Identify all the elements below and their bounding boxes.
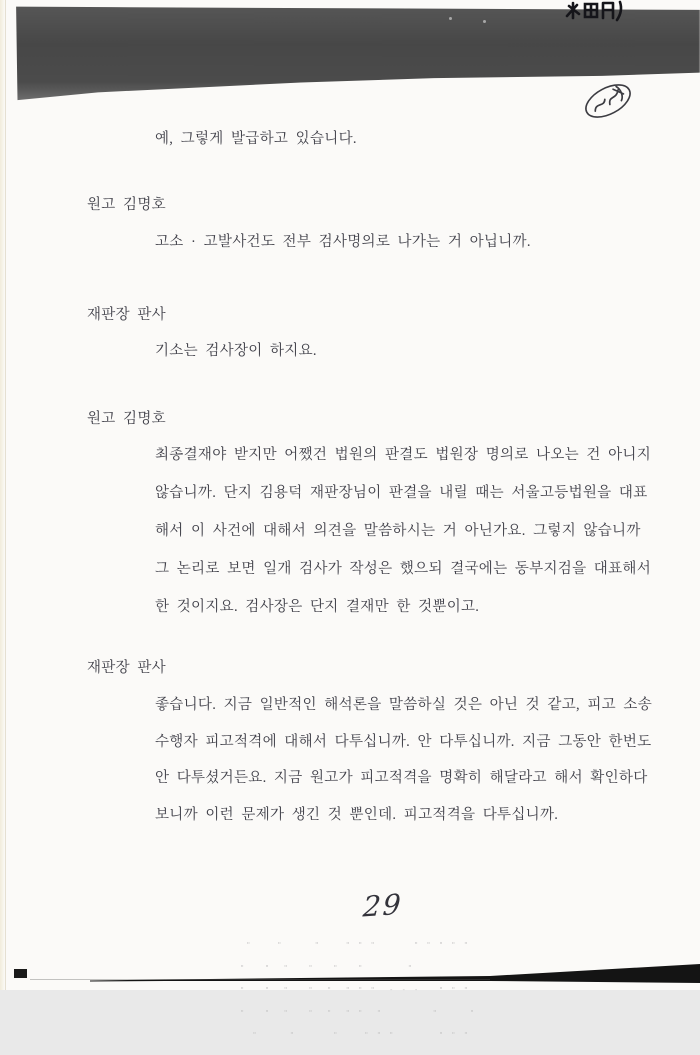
- dialogue-line: 좋습니다. 지금 일반적인 해석론을 말씀하실 것은 아닌 것 같고, 피고 소송: [155, 697, 652, 713]
- dialogue-line: 해서 이 사건에 대해서 의견을 말씀하시는 거 아닌가요. 그렇지 않습니까: [155, 523, 641, 539]
- paper-edge-shadow: [0, 0, 6, 990]
- scan-corner-mark: [14, 969, 27, 978]
- dialogue-line: 예, 그렇게 발급하고 있습니다.: [155, 131, 357, 147]
- dialogue-line: 고소 · 고발사건도 전부 검사명의로 나가는 거 아닙니까.: [155, 234, 531, 250]
- speaker-label: 재판장 판사: [87, 660, 166, 676]
- dialogue-line: 않습니까. 단지 김용덕 재판장님이 판결을 내릴 때는 서울고등법원을 대표: [155, 485, 648, 501]
- dialogue-line: 그 논리로 보면 일개 검사가 작성은 했으되 결국에는 동부지검을 대표해서: [155, 561, 652, 577]
- dot-row: " " " " " " " " " " ": [240, 941, 470, 949]
- dialogue-line: 한 것이지요. 검사장은 단지 결재만 한 것뿐이고.: [155, 599, 480, 615]
- dialogue-line: 최종결재야 받지만 어쨌건 법원의 판결도 법원장 명의로 나오는 건 아니지: [155, 447, 652, 463]
- dialogue-line: 기소는 검사장이 하지요.: [155, 343, 317, 359]
- speaker-label: 원고 김명호: [87, 411, 166, 427]
- dialogue-line: 수행자 피고적격에 대해서 다투십니까. 안 다투십니까. 지금 그동안 한번도: [155, 734, 652, 750]
- scan-speck: [483, 20, 486, 23]
- scanner-shadow-wedge: [0, 958, 700, 995]
- dot-row: " " " " " " ": [240, 963, 415, 972]
- dot-row: " " " " " " " " " ": [240, 1008, 477, 1017]
- dot-row: " " " " " " " " ": [240, 1031, 470, 1039]
- dialogue-line: 안 다투셨거든요. 지금 원고가 피고적격을 명확히 해달라고 해서 확인하다: [155, 770, 648, 786]
- oval-ink-stamp-icon: [578, 78, 638, 129]
- speaker-label: 재판장 판사: [87, 307, 166, 323]
- handwritten-page-number: 29: [361, 887, 404, 924]
- ink-stamp-icon: [561, 0, 623, 35]
- scan-speck: [449, 17, 452, 20]
- dot-row: " " " " " " " " - - - " " ": [240, 986, 470, 994]
- speaker-label: 원고 김명호: [87, 197, 166, 213]
- dialogue-line: 보니까 이런 문제가 생긴 것 뿐인데. 피고적격을 다투십니까.: [155, 807, 559, 823]
